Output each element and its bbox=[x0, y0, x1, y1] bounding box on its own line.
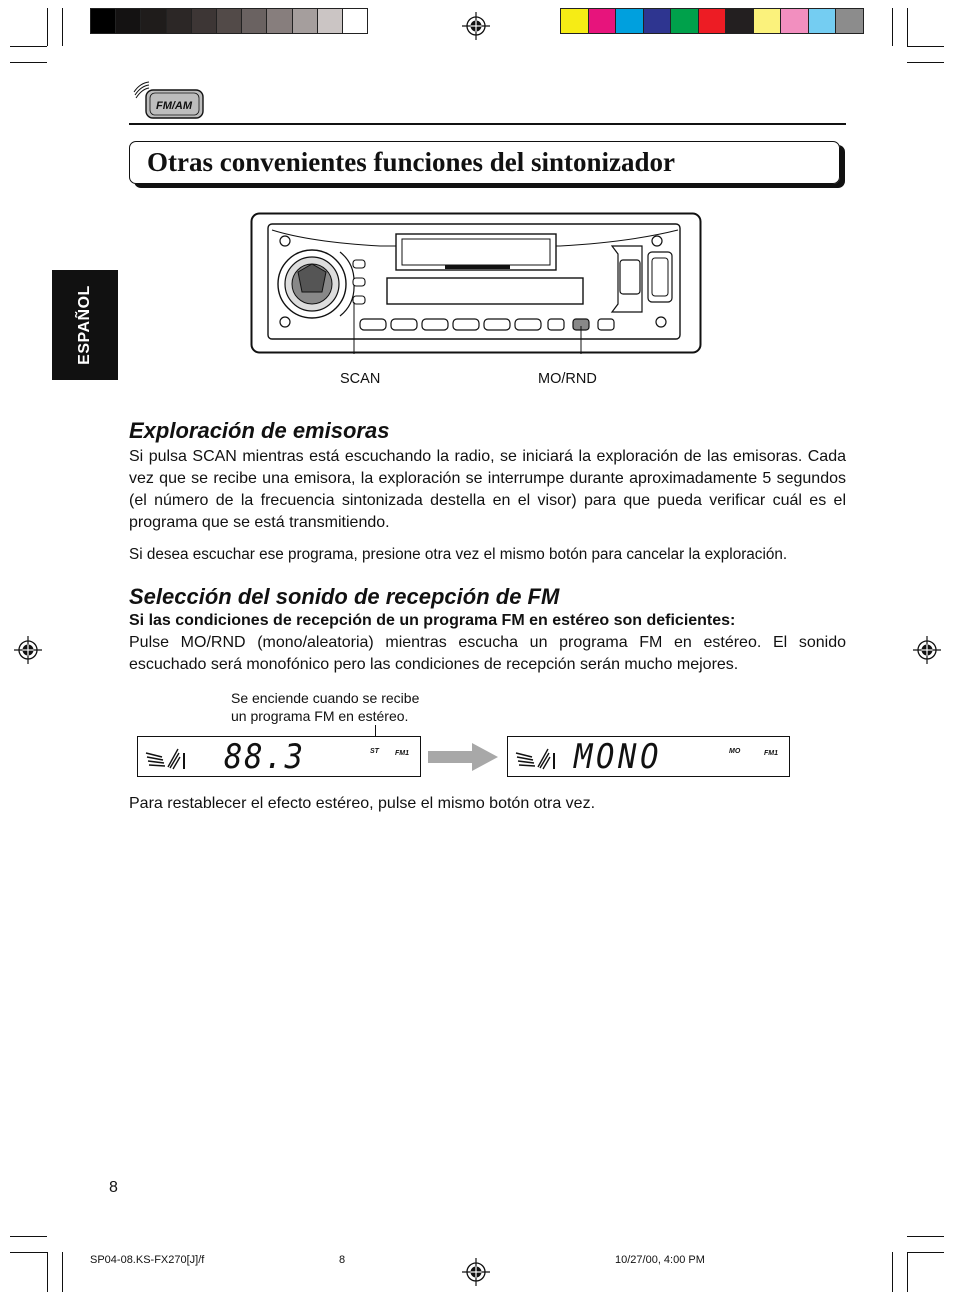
color-swatch bbox=[670, 8, 699, 34]
display-mono bbox=[507, 736, 790, 777]
mo-rnd-button-label: MO/RND bbox=[538, 371, 597, 387]
registration-mark-top bbox=[462, 12, 490, 40]
gray-swatch bbox=[292, 8, 318, 34]
color-swatch bbox=[615, 8, 644, 34]
car-stereo-panel-illustration bbox=[250, 212, 702, 354]
color-swatch bbox=[780, 8, 809, 34]
section-heading-scan: Exploración de emisoras bbox=[129, 418, 390, 443]
stereo-callout-line-1: Se enciende cuando se recibe bbox=[231, 690, 420, 706]
color-swatch bbox=[808, 8, 837, 34]
gray-swatch bbox=[317, 8, 343, 34]
color-swatch bbox=[753, 8, 782, 34]
footer-date: 10/27/00, 4:00 PM bbox=[615, 1254, 705, 1266]
section-scan-paragraph-2: Si desea escuchar ese programa, presione otra vez el mismo botón para cancelar la exploración. bbox=[129, 546, 788, 563]
section-heading-fm-sound: Selección del sonido de recepción de FM bbox=[129, 584, 560, 609]
signal-strength-icon bbox=[514, 747, 556, 771]
gray-swatch bbox=[115, 8, 141, 34]
band-indicator: FM1 bbox=[395, 750, 409, 757]
mono-indicator: MO bbox=[729, 748, 741, 755]
language-tab-label: ESPAÑOL bbox=[76, 285, 93, 365]
scan-button-label: SCAN bbox=[340, 371, 381, 387]
gray-swatch bbox=[166, 8, 192, 34]
stereo-indicator: ST bbox=[370, 748, 379, 755]
signal-strength-icon bbox=[144, 747, 186, 771]
arrow-right-icon bbox=[428, 741, 500, 773]
page-title: Otras convenientes funciones del sintonizador bbox=[147, 147, 676, 177]
band-indicator: FM1 bbox=[764, 750, 778, 757]
fm-am-logo-text: FM/AM bbox=[155, 100, 193, 112]
mono-readout: MONO bbox=[574, 737, 663, 777]
color-swatch bbox=[560, 8, 589, 34]
page-number: 8 bbox=[109, 1179, 118, 1196]
stereo-callout-line-2: un programa FM en estéreo. bbox=[231, 708, 409, 724]
color-swatch bbox=[588, 8, 617, 34]
gray-swatch bbox=[191, 8, 217, 34]
closing-paragraph: Para restablecer el efecto estéreo, pulse el mismo botón otra vez. bbox=[129, 795, 596, 812]
gray-swatch bbox=[140, 8, 166, 34]
section-fm-bold-intro: Si las condiciones de recepción de un programa FM en estéreo son deficientes: bbox=[129, 612, 736, 629]
frequency-readout: 88.3 bbox=[224, 737, 305, 777]
section-fm-paragraph: Pulse MO/RND (mono/aleatoria) mientras escucha un programa FM en estéreo. El sonido escuchado será monofónico pero las condiciones de recepción serán mucho mejores. bbox=[129, 634, 846, 673]
fm-am-logo-icon bbox=[131, 80, 205, 120]
gray-swatch bbox=[266, 8, 292, 34]
footer-file-name: SP04-08.KS-FX270[J]/f bbox=[90, 1254, 205, 1266]
header-rule bbox=[129, 123, 846, 125]
registration-mark-left bbox=[14, 636, 42, 664]
color-swatch bbox=[835, 8, 864, 34]
registration-mark-bottom bbox=[462, 1258, 490, 1286]
color-swatch bbox=[725, 8, 754, 34]
section-scan-paragraph-1: Si pulsa SCAN mientras está escuchando la radio, se iniciará la exploración de las emisoras. Cada vez que se recibe una emisora, la exploración se interrumpe durante aproximadamente 5 segundos (el número de la frecuencia sintonizada destella en el visor) para que pueda verificar cuál es el programa que se está transmitiendo. bbox=[129, 448, 846, 531]
gray-swatch bbox=[241, 8, 267, 34]
gray-swatch bbox=[216, 8, 242, 34]
color-swatch bbox=[643, 8, 672, 34]
gray-swatch bbox=[342, 8, 368, 34]
gray-swatch bbox=[90, 8, 116, 34]
display-stereo bbox=[137, 736, 421, 777]
registration-mark-right bbox=[913, 636, 941, 664]
color-swatch bbox=[698, 8, 727, 34]
footer-page: 8 bbox=[339, 1254, 346, 1266]
